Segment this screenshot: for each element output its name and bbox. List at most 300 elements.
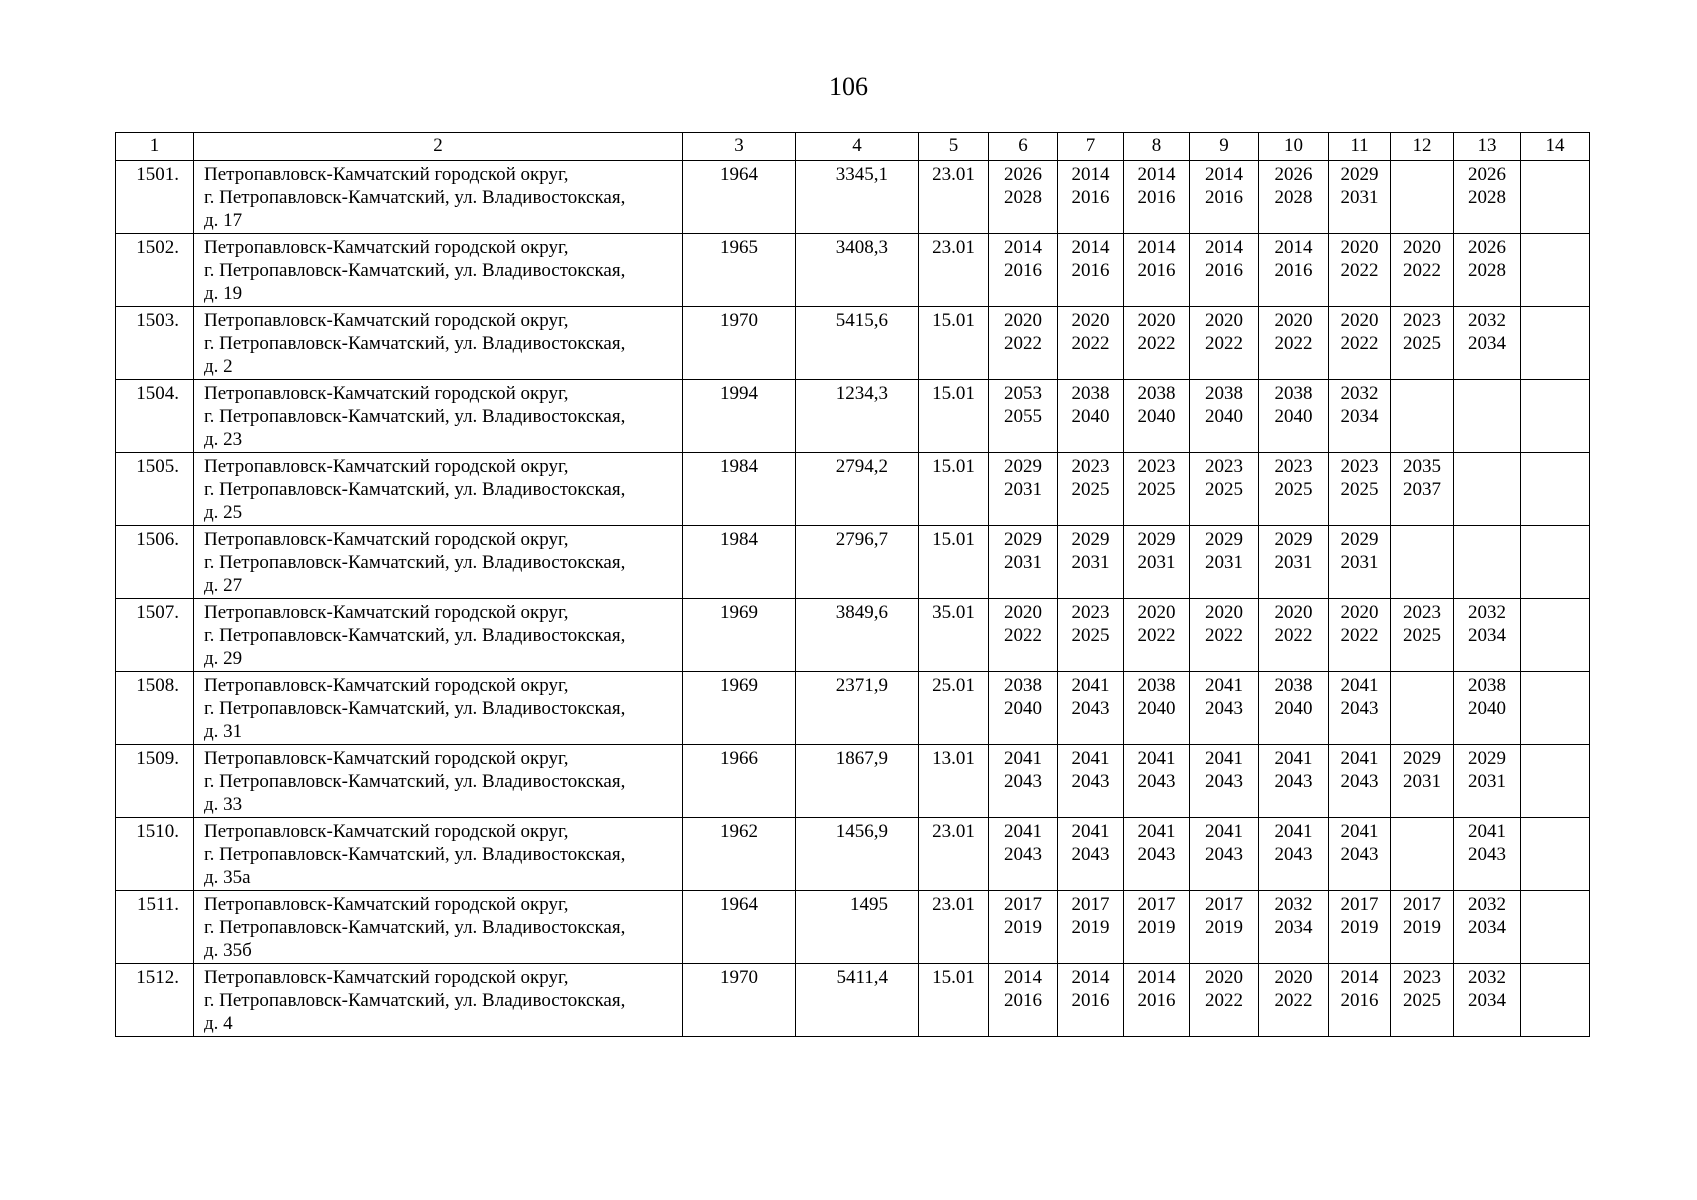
period-year: 2041 xyxy=(1340,821,1379,842)
period-year: 2023 xyxy=(1071,456,1110,477)
period-year: 2023 xyxy=(1403,967,1441,988)
period-year: 2017 xyxy=(1137,894,1176,915)
row-number-cell: 1506. xyxy=(116,526,194,599)
period-cell xyxy=(989,745,1058,818)
period-cell xyxy=(1454,526,1521,599)
code-cell: 23.01 xyxy=(919,818,989,891)
period-year: 2032 xyxy=(1468,602,1506,623)
address-cell xyxy=(194,380,683,453)
period-year: 2032 xyxy=(1274,894,1313,915)
table-row xyxy=(116,526,1590,599)
period-year: 2014 xyxy=(1205,237,1243,258)
period-year: 2022 xyxy=(1274,625,1313,646)
period-year: 2014 xyxy=(1205,164,1243,185)
period-cell xyxy=(1259,599,1329,672)
period-year: 2019 xyxy=(1403,917,1441,938)
address-line: г. Петропавловск-Камчатский, ул. Владивостокская, xyxy=(204,479,626,500)
period-year: 2025 xyxy=(1403,990,1441,1011)
period-year: 2023 xyxy=(1071,602,1110,623)
period-cell xyxy=(1521,453,1590,526)
period-year: 2025 xyxy=(1403,625,1441,646)
row-number-cell: 1507. xyxy=(116,599,194,672)
period-cell xyxy=(1521,526,1590,599)
build-year-cell: 1969 xyxy=(683,672,796,745)
period-year: 2041 xyxy=(1004,821,1042,842)
table-row xyxy=(116,453,1590,526)
address-line: д. 35б xyxy=(204,940,252,961)
column-header: 8 xyxy=(1124,133,1190,161)
address-line: Петропавловск-Камчатский городской округ, xyxy=(204,529,569,550)
period-year: 2019 xyxy=(1137,917,1176,938)
period-year: 2040 xyxy=(1071,406,1110,427)
period-year: 2022 xyxy=(1205,333,1243,354)
period-year: 2014 xyxy=(1071,237,1110,258)
period-year: 2022 xyxy=(1274,990,1313,1011)
period-year: 2029 xyxy=(1004,456,1042,477)
period-cell xyxy=(1190,964,1259,1037)
period-cell xyxy=(1329,526,1391,599)
table-row xyxy=(116,234,1590,307)
column-header: 5 xyxy=(919,133,989,161)
period-cell xyxy=(1521,234,1590,307)
period-year: 2019 xyxy=(1205,917,1243,938)
period-year: 2016 xyxy=(1274,260,1313,281)
period-cell xyxy=(1058,891,1124,964)
period-year: 2040 xyxy=(1468,698,1506,719)
period-cell xyxy=(1454,818,1521,891)
period-year: 2016 xyxy=(1137,260,1176,281)
period-cell xyxy=(1058,599,1124,672)
period-cell xyxy=(1058,745,1124,818)
period-year: 2031 xyxy=(1071,552,1110,573)
period-year: 2040 xyxy=(1004,698,1042,719)
period-year: 2014 xyxy=(1004,967,1042,988)
period-year: 2031 xyxy=(1274,552,1313,573)
period-year: 2026 xyxy=(1274,164,1313,185)
address-cell xyxy=(194,891,683,964)
period-cell xyxy=(1190,380,1259,453)
period-cell xyxy=(1058,964,1124,1037)
period-year: 2025 xyxy=(1340,479,1379,500)
period-year: 2043 xyxy=(1071,698,1110,719)
address-cell xyxy=(194,234,683,307)
row-number-cell: 1505. xyxy=(116,453,194,526)
period-cell xyxy=(1454,745,1521,818)
period-cell xyxy=(1391,745,1454,818)
period-year: 2038 xyxy=(1274,675,1313,696)
period-cell xyxy=(1329,818,1391,891)
period-cell xyxy=(1259,161,1329,234)
period-cell xyxy=(1454,161,1521,234)
period-year: 2017 xyxy=(1340,894,1379,915)
period-year: 2038 xyxy=(1137,383,1176,404)
period-year: 2043 xyxy=(1137,771,1176,792)
period-year: 2028 xyxy=(1004,187,1042,208)
period-cell xyxy=(1391,234,1454,307)
period-cell xyxy=(1124,380,1190,453)
period-year: 2020 xyxy=(1274,967,1313,988)
period-year: 2020 xyxy=(1205,967,1243,988)
period-cell xyxy=(989,307,1058,380)
code-cell: 23.01 xyxy=(919,891,989,964)
code-cell: 15.01 xyxy=(919,964,989,1037)
column-header: 11 xyxy=(1329,133,1391,161)
period-year: 2016 xyxy=(1004,260,1042,281)
period-cell xyxy=(1521,599,1590,672)
area-cell: 2371,9 xyxy=(796,672,919,745)
period-year: 2053 xyxy=(1004,383,1042,404)
period-cell xyxy=(1124,526,1190,599)
area-cell: 2794,2 xyxy=(796,453,919,526)
period-year: 2020 xyxy=(1137,602,1176,623)
period-year: 2029 xyxy=(1004,529,1042,550)
period-year: 2029 xyxy=(1205,529,1243,550)
period-cell xyxy=(1190,672,1259,745)
period-year: 2040 xyxy=(1137,406,1176,427)
period-cell xyxy=(1391,672,1454,745)
period-cell xyxy=(1391,818,1454,891)
period-year: 2016 xyxy=(1205,260,1243,281)
period-cell xyxy=(1058,526,1124,599)
period-cell xyxy=(1124,818,1190,891)
period-year: 2025 xyxy=(1071,625,1110,646)
period-year: 2022 xyxy=(1137,333,1176,354)
period-cell xyxy=(1454,307,1521,380)
period-year: 2043 xyxy=(1274,844,1313,865)
address-line: д. 31 xyxy=(204,721,243,742)
code-cell: 25.01 xyxy=(919,672,989,745)
period-year: 2022 xyxy=(1403,260,1441,281)
period-cell xyxy=(1058,453,1124,526)
period-year: 2016 xyxy=(1004,990,1042,1011)
period-year: 2023 xyxy=(1137,456,1176,477)
period-year: 2022 xyxy=(1004,625,1042,646)
row-number-cell: 1501. xyxy=(116,161,194,234)
row-number-cell: 1508. xyxy=(116,672,194,745)
period-cell xyxy=(989,161,1058,234)
period-cell xyxy=(1391,380,1454,453)
period-year: 2043 xyxy=(1340,771,1379,792)
period-year: 2041 xyxy=(1205,821,1243,842)
address-line: Петропавловск-Камчатский городской округ, xyxy=(204,602,569,623)
page-number: 106 xyxy=(829,72,868,101)
period-cell xyxy=(989,453,1058,526)
row-number-cell: 1512. xyxy=(116,964,194,1037)
period-cell xyxy=(1391,891,1454,964)
address-line: Петропавловск-Камчатский городской округ, xyxy=(204,383,569,404)
period-year: 2020 xyxy=(1071,310,1110,331)
period-year: 2032 xyxy=(1468,967,1506,988)
period-cell xyxy=(1124,964,1190,1037)
period-year: 2022 xyxy=(1004,333,1042,354)
period-year: 2025 xyxy=(1071,479,1110,500)
address-line: Петропавловск-Камчатский городской округ, xyxy=(204,894,569,915)
period-year: 2016 xyxy=(1071,187,1110,208)
period-cell xyxy=(1454,964,1521,1037)
address-line: Петропавловск-Камчатский городской округ, xyxy=(204,821,569,842)
period-cell xyxy=(1259,818,1329,891)
period-year: 2029 xyxy=(1403,748,1441,769)
period-year: 2038 xyxy=(1137,675,1176,696)
period-cell xyxy=(1521,672,1590,745)
period-cell xyxy=(1124,745,1190,818)
period-cell xyxy=(1329,672,1391,745)
period-year: 2014 xyxy=(1137,967,1176,988)
row-number-cell: 1504. xyxy=(116,380,194,453)
period-cell xyxy=(1259,307,1329,380)
period-year: 2029 xyxy=(1340,164,1379,185)
period-year: 2022 xyxy=(1340,333,1379,354)
period-year: 2043 xyxy=(1004,771,1042,792)
period-cell xyxy=(989,672,1058,745)
period-year: 2043 xyxy=(1340,698,1379,719)
address-line: г. Петропавловск-Камчатский, ул. Владивостокская, xyxy=(204,333,626,354)
period-year: 2017 xyxy=(1205,894,1243,915)
row-number-cell: 1511. xyxy=(116,891,194,964)
period-cell xyxy=(1521,964,1590,1037)
period-year: 2014 xyxy=(1137,237,1176,258)
period-cell xyxy=(1391,307,1454,380)
period-year: 2043 xyxy=(1468,844,1506,865)
period-year: 2014 xyxy=(1004,237,1042,258)
period-year: 2023 xyxy=(1403,310,1441,331)
period-cell xyxy=(1124,161,1190,234)
address-line: Петропавловск-Камчатский городской округ, xyxy=(204,456,569,477)
table-header xyxy=(116,133,1590,161)
period-year: 2041 xyxy=(1205,748,1243,769)
period-year: 2043 xyxy=(1274,771,1313,792)
period-year: 2020 xyxy=(1340,602,1379,623)
build-year-cell: 1965 xyxy=(683,234,796,307)
table-row xyxy=(116,599,1590,672)
period-cell xyxy=(1259,672,1329,745)
period-cell xyxy=(1058,161,1124,234)
period-year: 2031 xyxy=(1340,552,1379,573)
address-line: г. Петропавловск-Камчатский, ул. Владивостокская, xyxy=(204,917,626,938)
period-year: 2041 xyxy=(1340,748,1379,769)
period-cell xyxy=(1259,891,1329,964)
period-cell xyxy=(1329,307,1391,380)
period-year: 2034 xyxy=(1340,406,1379,427)
address-line: Петропавловск-Камчатский городской округ, xyxy=(204,675,569,696)
address-cell xyxy=(194,526,683,599)
area-cell: 1234,3 xyxy=(796,380,919,453)
period-cell xyxy=(1521,161,1590,234)
period-year: 2041 xyxy=(1071,675,1110,696)
period-year: 2022 xyxy=(1274,333,1313,354)
period-cell xyxy=(1329,891,1391,964)
build-year-cell: 1969 xyxy=(683,599,796,672)
period-cell xyxy=(1190,453,1259,526)
period-year: 2017 xyxy=(1403,894,1441,915)
period-year: 2026 xyxy=(1004,164,1042,185)
build-year-cell: 1962 xyxy=(683,818,796,891)
address-line: д. 27 xyxy=(204,575,243,596)
period-year: 2043 xyxy=(1340,844,1379,865)
period-year: 2017 xyxy=(1004,894,1042,915)
period-year: 2041 xyxy=(1071,821,1110,842)
period-cell xyxy=(1190,526,1259,599)
code-cell: 23.01 xyxy=(919,161,989,234)
period-cell xyxy=(989,234,1058,307)
table-row xyxy=(116,964,1590,1037)
address-line: г. Петропавловск-Камчатский, ул. Владивостокская, xyxy=(204,406,626,427)
period-year: 2020 xyxy=(1137,310,1176,331)
area-cell: 1495 xyxy=(796,891,919,964)
build-year-cell: 1964 xyxy=(683,161,796,234)
period-year: 2019 xyxy=(1004,917,1042,938)
address-cell xyxy=(194,161,683,234)
period-cell xyxy=(1124,599,1190,672)
period-year: 2028 xyxy=(1468,187,1506,208)
period-year: 2034 xyxy=(1468,333,1506,354)
period-year: 2041 xyxy=(1340,675,1379,696)
period-year: 2038 xyxy=(1071,383,1110,404)
period-year: 2025 xyxy=(1403,333,1441,354)
period-year: 2043 xyxy=(1205,844,1243,865)
period-cell xyxy=(1391,526,1454,599)
period-year: 2043 xyxy=(1071,844,1110,865)
period-year: 2023 xyxy=(1340,456,1379,477)
area-cell: 2796,7 xyxy=(796,526,919,599)
period-year: 2017 xyxy=(1071,894,1110,915)
period-year: 2022 xyxy=(1071,333,1110,354)
area-cell: 5415,6 xyxy=(796,307,919,380)
period-cell xyxy=(1190,891,1259,964)
period-cell xyxy=(1190,599,1259,672)
period-year: 2041 xyxy=(1137,748,1176,769)
period-year: 2016 xyxy=(1071,260,1110,281)
address-line: д. 29 xyxy=(204,648,243,669)
period-cell xyxy=(1259,234,1329,307)
period-cell xyxy=(1329,161,1391,234)
address-cell xyxy=(194,307,683,380)
period-year: 2037 xyxy=(1403,479,1441,500)
period-year: 2016 xyxy=(1340,990,1379,1011)
address-cell xyxy=(194,453,683,526)
period-cell xyxy=(1124,307,1190,380)
period-year: 2023 xyxy=(1403,602,1441,623)
address-line: д. 23 xyxy=(204,429,243,450)
period-year: 2029 xyxy=(1274,529,1313,550)
period-cell xyxy=(1454,672,1521,745)
address-cell xyxy=(194,672,683,745)
period-cell xyxy=(1329,599,1391,672)
period-cell xyxy=(1259,380,1329,453)
period-cell xyxy=(1454,380,1521,453)
period-year: 2041 xyxy=(1468,821,1506,842)
table-row xyxy=(116,307,1590,380)
period-cell xyxy=(989,891,1058,964)
area-cell: 5411,4 xyxy=(796,964,919,1037)
period-year: 2043 xyxy=(1205,771,1243,792)
period-cell xyxy=(1058,818,1124,891)
period-cell xyxy=(1329,964,1391,1037)
column-header: 10 xyxy=(1259,133,1329,161)
address-line: г. Петропавловск-Камчатский, ул. Владивостокская, xyxy=(204,844,626,865)
period-cell xyxy=(1259,526,1329,599)
period-cell xyxy=(1329,453,1391,526)
row-number-cell: 1502. xyxy=(116,234,194,307)
address-line: г. Петропавловск-Камчатский, ул. Владивостокская, xyxy=(204,990,626,1011)
period-year: 2022 xyxy=(1205,625,1243,646)
code-cell: 15.01 xyxy=(919,307,989,380)
build-year-cell: 1994 xyxy=(683,380,796,453)
period-year: 2040 xyxy=(1205,406,1243,427)
period-cell xyxy=(1329,745,1391,818)
period-year: 2022 xyxy=(1137,625,1176,646)
period-year: 2034 xyxy=(1468,625,1506,646)
period-year: 2031 xyxy=(1205,552,1243,573)
code-cell: 23.01 xyxy=(919,234,989,307)
build-year-cell: 1970 xyxy=(683,307,796,380)
address-line: Петропавловск-Камчатский городской округ, xyxy=(204,748,569,769)
address-line: г. Петропавловск-Камчатский, ул. Владивостокская, xyxy=(204,187,626,208)
period-year: 2032 xyxy=(1468,894,1506,915)
period-cell xyxy=(1521,891,1590,964)
period-year: 2019 xyxy=(1071,917,1110,938)
period-cell xyxy=(1329,234,1391,307)
period-year: 2038 xyxy=(1274,383,1313,404)
period-cell xyxy=(1124,672,1190,745)
table-row xyxy=(116,891,1590,964)
period-year: 2041 xyxy=(1274,821,1313,842)
code-cell: 13.01 xyxy=(919,745,989,818)
period-cell xyxy=(1058,380,1124,453)
row-number-cell: 1509. xyxy=(116,745,194,818)
period-year: 2043 xyxy=(1071,771,1110,792)
period-year: 2031 xyxy=(1137,552,1176,573)
period-year: 2032 xyxy=(1468,310,1506,331)
period-year: 2028 xyxy=(1468,260,1506,281)
period-cell xyxy=(1521,307,1590,380)
period-cell xyxy=(1391,161,1454,234)
period-year: 2023 xyxy=(1205,456,1243,477)
period-year: 2038 xyxy=(1468,675,1506,696)
period-cell xyxy=(989,380,1058,453)
period-year: 2041 xyxy=(1205,675,1243,696)
period-cell xyxy=(989,526,1058,599)
row-number-cell: 1510. xyxy=(116,818,194,891)
build-year-cell: 1964 xyxy=(683,891,796,964)
table-body xyxy=(116,161,1590,1037)
period-year: 2020 xyxy=(1403,237,1441,258)
period-year: 2022 xyxy=(1205,990,1243,1011)
period-cell xyxy=(1521,745,1590,818)
area-cell: 3345,1 xyxy=(796,161,919,234)
address-cell xyxy=(194,964,683,1037)
period-year: 2022 xyxy=(1340,625,1379,646)
address-line: г. Петропавловск-Камчатский, ул. Владивостокская, xyxy=(204,698,626,719)
period-cell xyxy=(1454,234,1521,307)
table-row xyxy=(116,161,1590,234)
period-cell xyxy=(1058,672,1124,745)
address-line: г. Петропавловск-Камчатский, ул. Владивостокская, xyxy=(204,625,626,646)
column-header: 9 xyxy=(1190,133,1259,161)
column-header: 4 xyxy=(796,133,919,161)
period-year: 2019 xyxy=(1340,917,1379,938)
address-line: г. Петропавловск-Камчатский, ул. Владивостокская, xyxy=(204,771,626,792)
period-year: 2020 xyxy=(1274,310,1313,331)
period-cell xyxy=(1259,964,1329,1037)
period-year: 2016 xyxy=(1071,990,1110,1011)
address-cell xyxy=(194,818,683,891)
period-year: 2014 xyxy=(1137,164,1176,185)
address-line: д. 4 xyxy=(204,1013,233,1034)
period-year: 2020 xyxy=(1340,310,1379,331)
period-year: 2020 xyxy=(1205,310,1243,331)
table-row xyxy=(116,745,1590,818)
